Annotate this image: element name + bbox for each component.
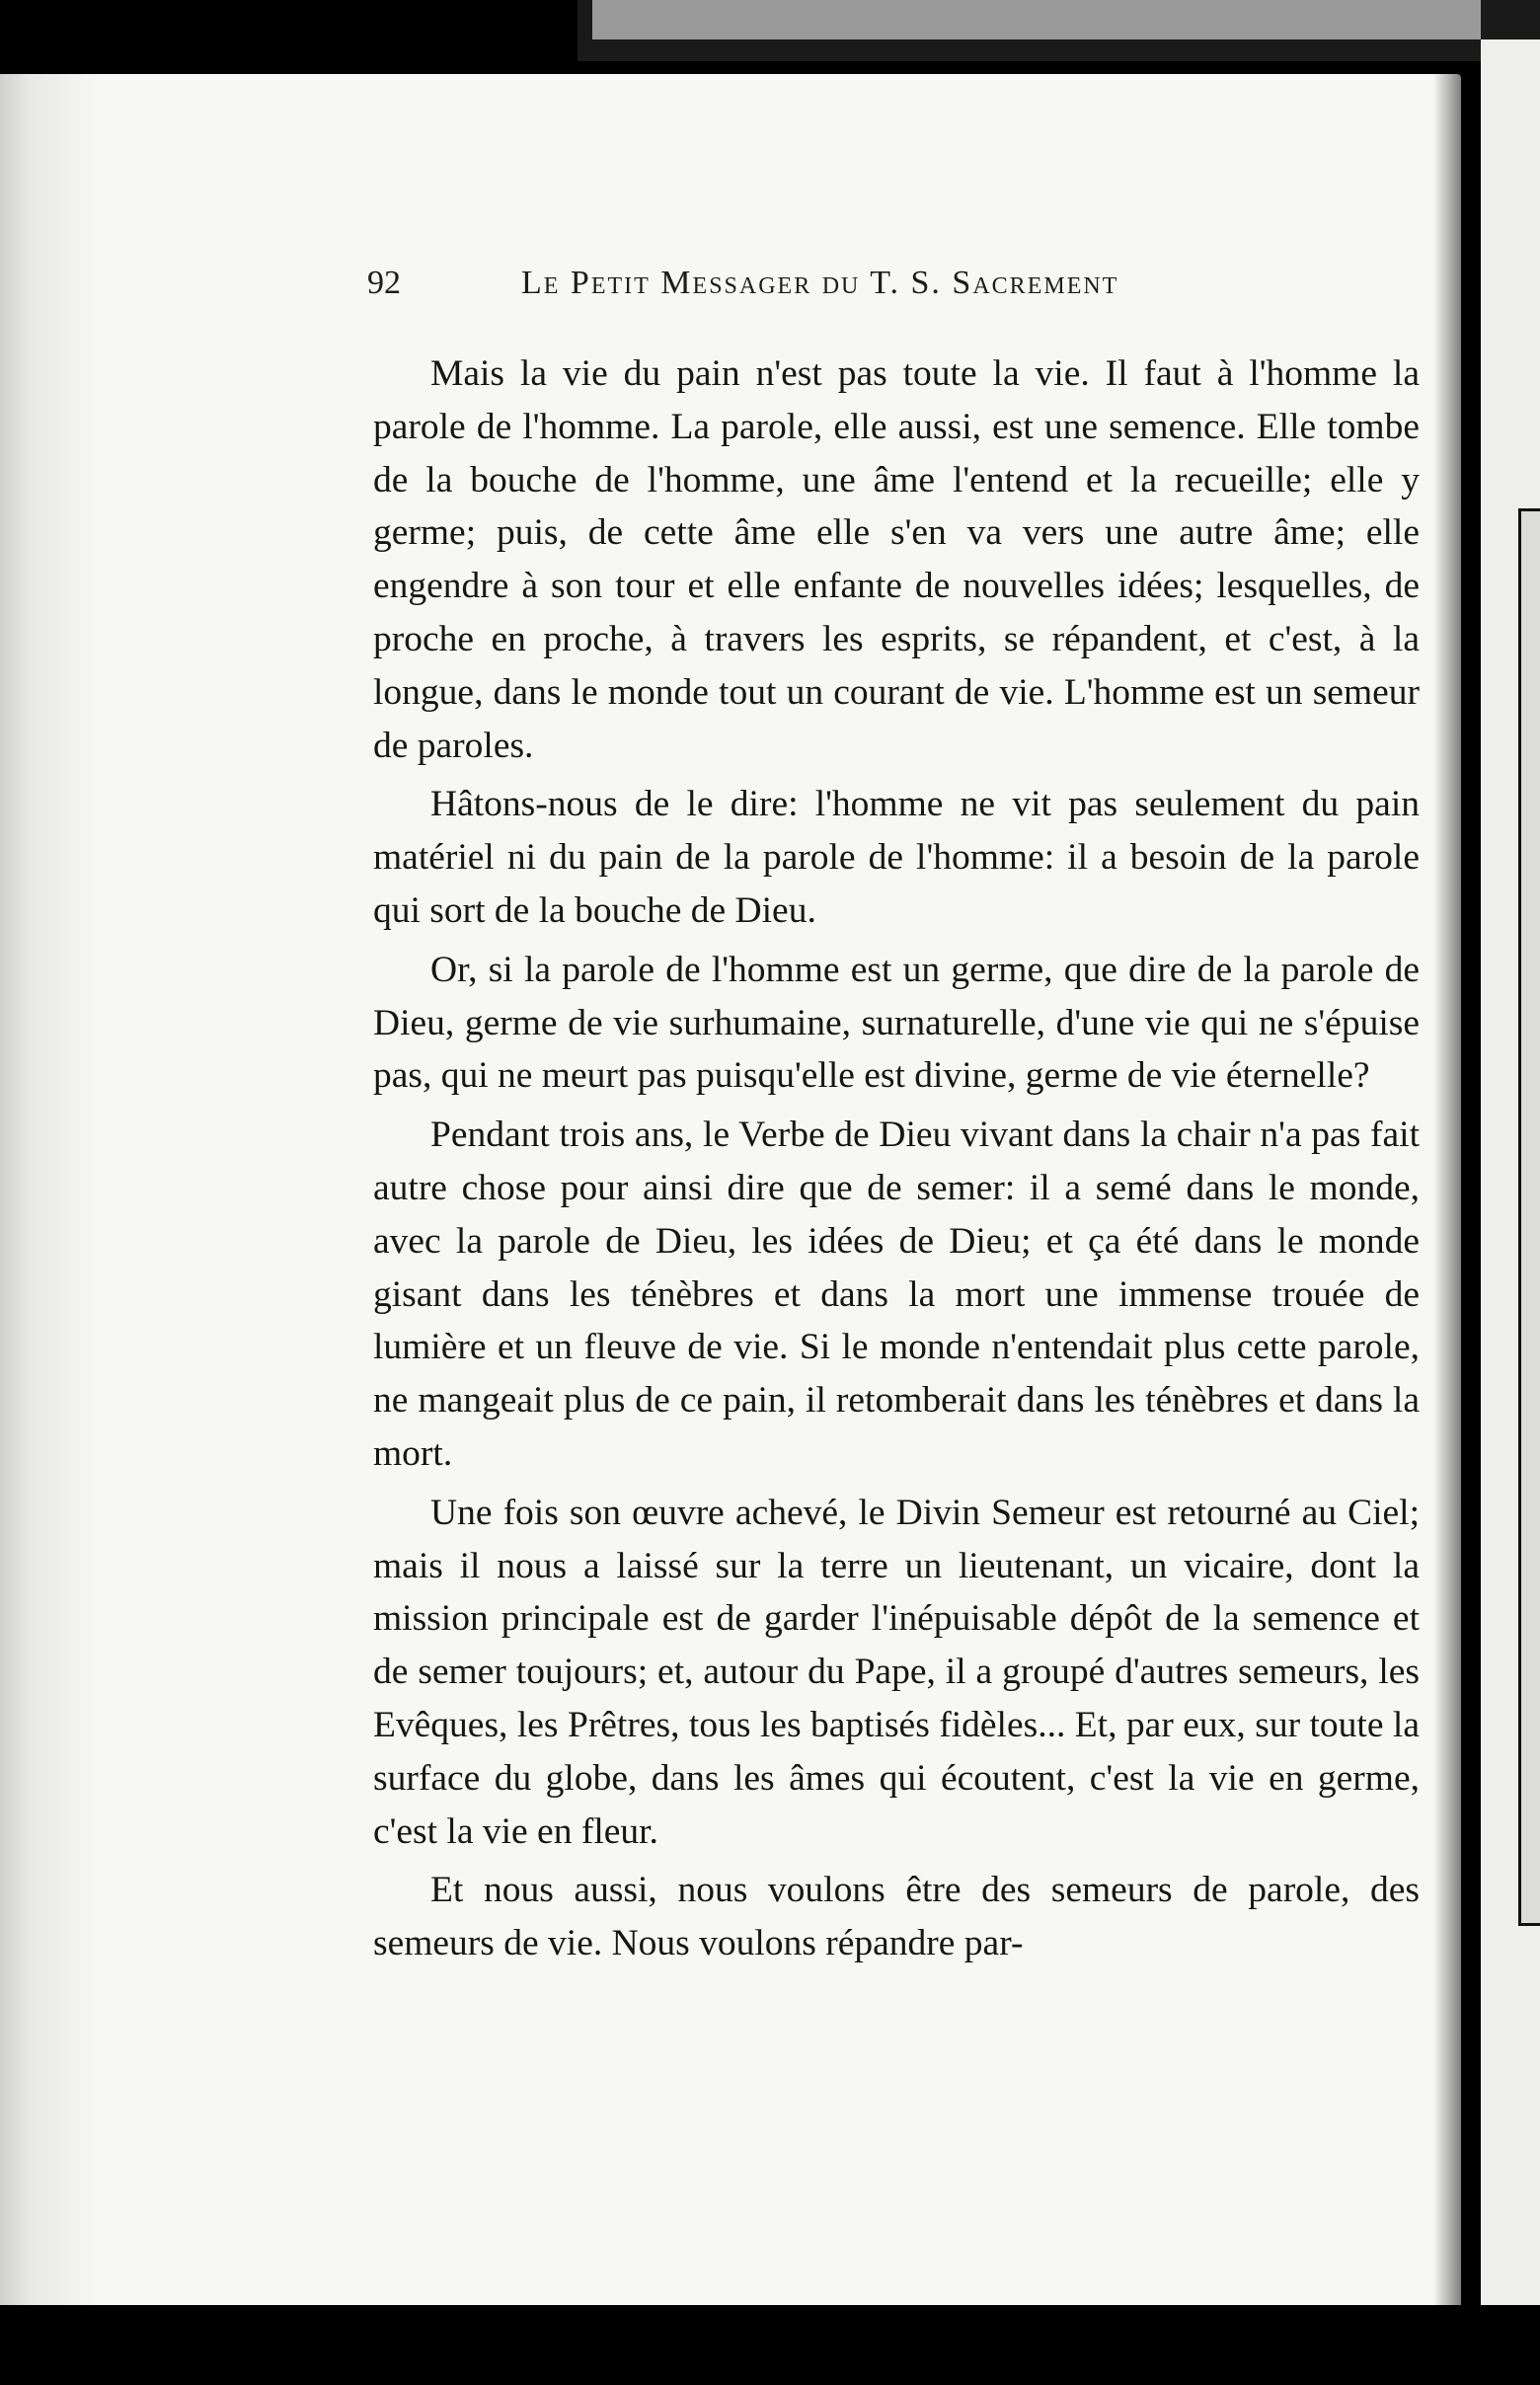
body-text [373, 347, 1420, 1976]
running-head [367, 259, 1256, 308]
gutter-shadow [1433, 74, 1473, 2305]
paragraph: Mais la vie du pain n'est pas toute la vie. Il faut à l'homme la parole de l'homme. La parole, elle aussi, est une semence. Elle tombe de la bouche de l'homme, une âme l'entend et la recueille; elle y germe; puis, de cette âme elle s'en va vers une autre âme; elle engendre à son tour et elle enfante de nouvelles idées; lesquelles, de proche en proche, à travers les esprits, se répandent, et c'est, à la longue, dans le monde tout un courant de vie. L'homme est un semeur de paroles. [373, 353, 1420, 766]
running-title: Le Petit Messager du T. S. Sacrement [521, 265, 1119, 301]
page-stack-edge [0, 74, 99, 2305]
paragraph: Une fois son œuvre achevé, le Divin Semeur est retourné au Ciel; mais il nous a laissé sur la terre un lieutenant, un vicaire, dont la mission principale est de garder l'inépuisable dépôt de la semence et de semer toujours; et, autour du Pape, il a groupé d'autres semeurs, les Evêques, les Prêtres, tous les baptisés fidèles... Et, par eux, sur toute la surface du globe, dans les âmes qui écoutent, c'est la vie en germe, c'est la vie en fleur. [373, 1492, 1420, 1852]
adjacent-page-plate [1518, 508, 1540, 1926]
paragraph: Hâtons-nous de le dire: l'homme ne vit pas seulement du pain matériel ni du pain de la parole de l'homme: il a besoin de la parole qui sort de la bouche de Dieu. [373, 784, 1420, 931]
paragraph: Pendant trois ans, le Verbe de Dieu vivant dans la chair n'a pas fait autre chose pour ainsi dire que de semer: il a semé dans le monde, avec la parole de Dieu, les idées de Dieu; et ça été dans le monde gisant dans les ténèbres et dans la mort une immense trouée de lumière et un fleuve de vie. Si le monde n'entendait plus cette parole, ne mangeait plus de ce pain, il retomberait dans les ténèbres et dans la mort. [373, 1115, 1420, 1474]
scanner-edge-light [592, 0, 1481, 39]
paragraph: Et nous aussi, nous voulons être des semeurs de parole, des semeurs de vie. Nous voulons répandre par- [373, 1870, 1420, 1964]
paragraph: Or, si la parole de l'homme est un germe, que dire de la parole de Dieu, germe de vie surhumaine, surnaturelle, d'une vie qui ne s'épuise pas, qui ne meurt pas puisqu'elle est divine, germe de vie éternelle? [373, 949, 1420, 1097]
scanner-bed [0, 2305, 1540, 2385]
page-number: 92 [367, 265, 401, 301]
